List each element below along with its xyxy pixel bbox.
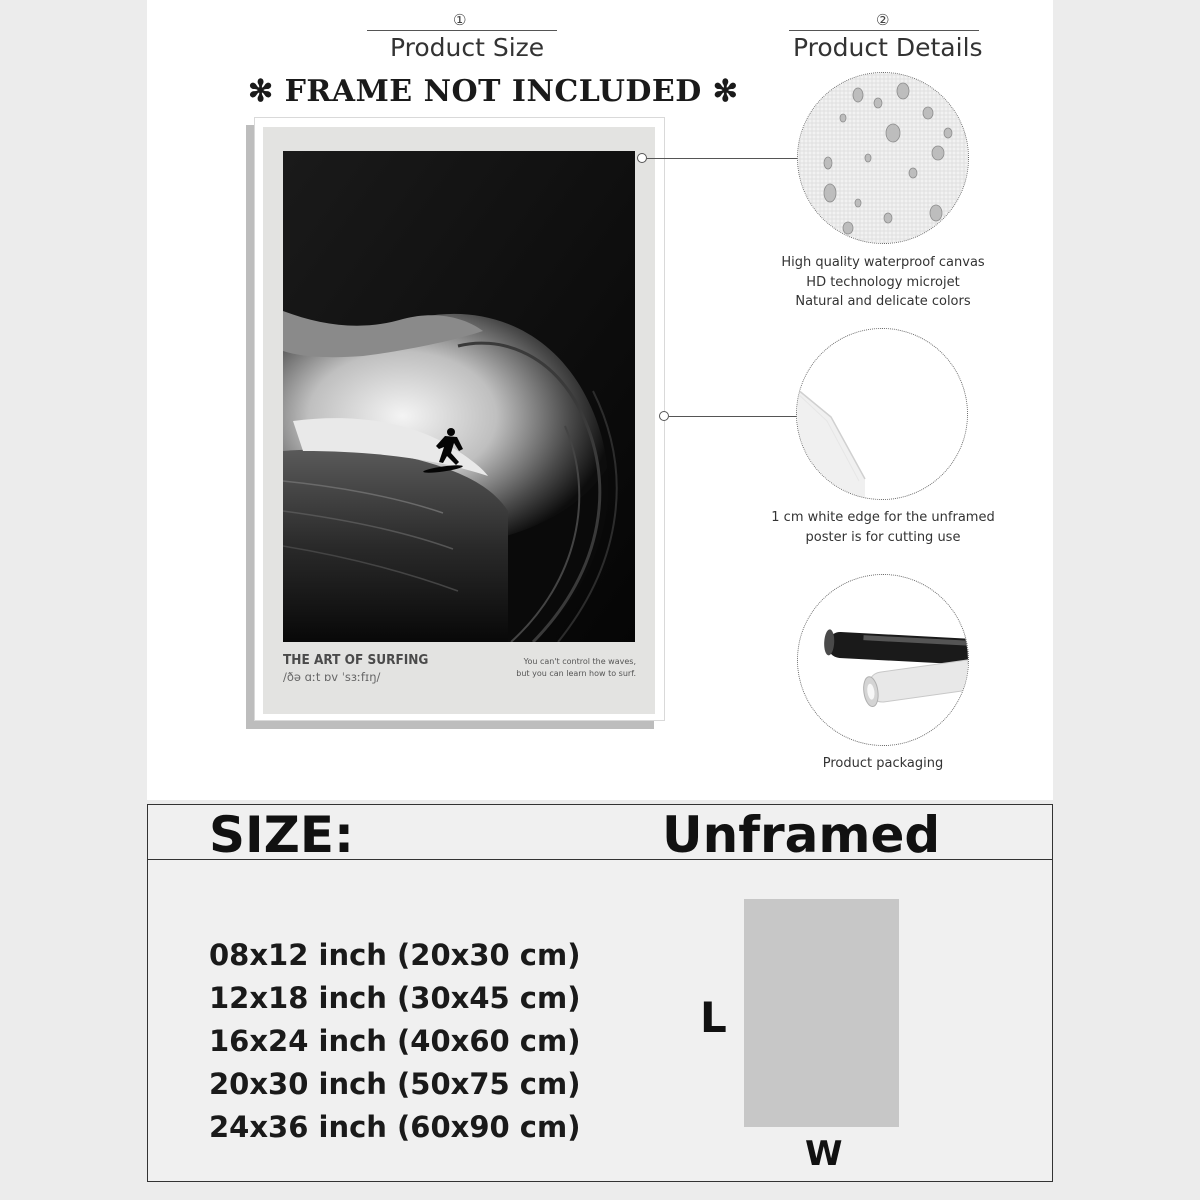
size-option: 12x18 inch (30x45 cm) [209, 981, 581, 1015]
size-option: 20x30 inch (50x75 cm) [209, 1067, 581, 1101]
poster-quote-line-2: but you can learn how to surf. [516, 669, 636, 678]
caption-canvas-line-2: HD technology microjet [806, 274, 960, 290]
caption-packaging [760, 754, 1006, 774]
poster-title: THE ART OF SURFING [283, 652, 429, 668]
size-label: SIZE: [209, 806, 355, 864]
caption-canvas-line-1: High quality waterproof canvas [781, 255, 985, 270]
caption-canvas [760, 253, 1006, 312]
size-option: 16x24 inch (40x60 cm) [209, 1024, 581, 1058]
connector-line-edge [669, 416, 797, 417]
poster-phonetic: /ðə ɑːt ɒv ˈsɜːfɪŋ/ [283, 670, 381, 684]
section-rule-details [789, 30, 979, 31]
width-label: W [805, 1134, 843, 1174]
caption-edge [760, 508, 1006, 547]
size-list [209, 934, 580, 1149]
section-number-size: ① [453, 11, 467, 29]
section-number-details: ② [876, 11, 890, 29]
section-title-details: Product Details [793, 33, 983, 62]
caption-edge-line-2: poster is for cutting use [805, 529, 961, 545]
surfing-wave-photo [283, 151, 635, 642]
white-edge-corner-icon [796, 328, 968, 500]
caption-canvas-line-3: Natural and delicate colors [795, 294, 971, 309]
rolled-tubes-packaging-icon [797, 574, 969, 746]
size-option: 08x12 inch (20x30 cm) [209, 938, 581, 972]
connector-line-canvas [647, 158, 797, 159]
surfer-in-wave-image [283, 151, 635, 642]
connector-dot-edge [659, 411, 669, 421]
water-droplets-canvas-icon [797, 72, 969, 244]
unframed-label: Unframed [662, 806, 941, 864]
frame-not-included-note: ✻ FRAME NOT INCLUDED ✻ [248, 74, 739, 109]
size-option: 24x36 inch (60x90 cm) [209, 1110, 581, 1144]
length-label: L [700, 993, 727, 1042]
poster-quote [490, 656, 636, 680]
poster-dimension-diagram [744, 899, 899, 1127]
section-rule-size [367, 30, 557, 31]
connector-dot-canvas [637, 153, 647, 163]
poster-quote-line-1: You can't control the waves, [523, 657, 636, 666]
caption-edge-line-1: 1 cm white edge for the unframed [771, 510, 995, 525]
caption-packaging-line-1: Product packaging [822, 756, 944, 771]
section-title-size: Product Size [390, 33, 545, 62]
